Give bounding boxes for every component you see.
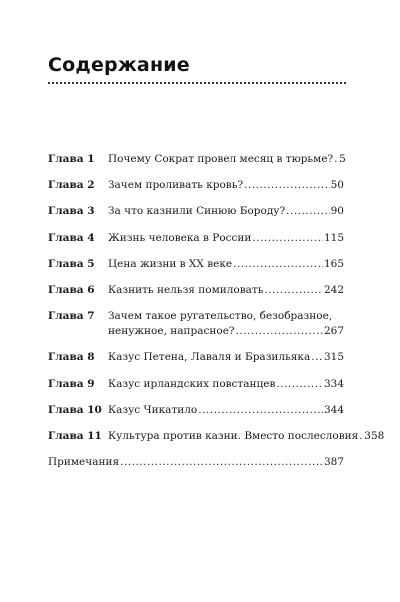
chapter-title: За что казнили Синюю Бороду? xyxy=(108,205,286,218)
leader-dots xyxy=(233,257,323,272)
page-number: 90 xyxy=(330,205,344,218)
toc-entry[interactable] xyxy=(48,309,344,339)
chapter-label: Глава 2 xyxy=(48,179,95,192)
leader-dots xyxy=(311,350,323,365)
chapter-label: Глава 10 xyxy=(48,403,102,416)
chapter-label: Глава 1 xyxy=(48,153,95,165)
page-number: 344 xyxy=(323,403,344,416)
toc-entry[interactable] xyxy=(48,152,344,167)
leader-dots xyxy=(236,324,323,339)
leader-dots xyxy=(334,152,338,167)
toc-entry[interactable] xyxy=(48,204,344,219)
page-number: 267 xyxy=(323,325,344,338)
title-dotted-rule xyxy=(48,82,346,84)
notes-title: Примечания xyxy=(48,456,120,469)
toc-entry[interactable] xyxy=(48,377,344,392)
chapter-title: Казнить нельзя помиловать xyxy=(108,283,264,296)
chapter-label: Глава 5 xyxy=(48,257,95,270)
page-number: 50 xyxy=(330,179,344,192)
chapter-label: Глава 4 xyxy=(48,231,95,244)
chapter-label: Глава 7 xyxy=(48,310,95,323)
chapter-label: Глава 8 xyxy=(48,351,95,364)
chapter-title: Почему Сократ провел месяц в тюрьме? xyxy=(108,153,334,165)
toc-entry[interactable] xyxy=(48,178,344,193)
toc-entry[interactable] xyxy=(48,283,344,298)
leader-dots xyxy=(198,403,323,418)
page-number: 242 xyxy=(323,283,344,296)
page-number: 115 xyxy=(323,231,344,244)
chapter-title: Казус ирландских повстанцев xyxy=(108,377,276,390)
chapter-title: Зачем проливать кровь? xyxy=(108,179,244,192)
leader-dots xyxy=(252,231,323,246)
page-number: 5 xyxy=(339,153,346,165)
page-number: 334 xyxy=(323,377,344,390)
page-title: Содержание xyxy=(48,54,190,76)
leader-dots xyxy=(359,429,363,444)
toc-entry[interactable] xyxy=(48,257,344,272)
leader-dots xyxy=(244,178,330,193)
chapter-label: Глава 6 xyxy=(48,283,95,296)
chapter-title: Цена жизни в XX веке xyxy=(108,257,233,270)
leader-dots xyxy=(276,377,323,392)
page-number: 387 xyxy=(323,456,344,469)
chapter-title-line-2: ненужное, напрасное? xyxy=(108,325,235,338)
leader-dots xyxy=(120,455,323,470)
leader-dots xyxy=(264,283,323,298)
leader-dots xyxy=(286,204,330,219)
chapter-title-line-1: Зачем такое ругательство, безобразное, xyxy=(108,310,333,323)
toc-entry[interactable] xyxy=(48,429,385,444)
chapter-title: Жизнь человека в России xyxy=(108,231,252,244)
page-number: 358 xyxy=(364,429,385,442)
toc-entry[interactable] xyxy=(48,350,344,365)
chapter-title: Культура против казни. Вместо послесловия xyxy=(108,429,359,442)
chapter-label: Глава 9 xyxy=(48,377,95,390)
chapter-label: Глава 11 xyxy=(48,429,102,442)
chapter-title: Казус Петена, Лаваля и Бразильяка xyxy=(108,351,311,364)
chapter-title: Казус Чикатило xyxy=(108,403,198,416)
toc-entry[interactable] xyxy=(48,231,344,246)
toc-entry-notes[interactable] xyxy=(48,455,344,470)
page-number: 315 xyxy=(323,351,344,364)
page-number: 165 xyxy=(323,257,344,270)
toc-entry[interactable] xyxy=(48,403,344,418)
table-of-contents xyxy=(48,152,385,470)
chapter-label: Глава 3 xyxy=(48,205,95,218)
